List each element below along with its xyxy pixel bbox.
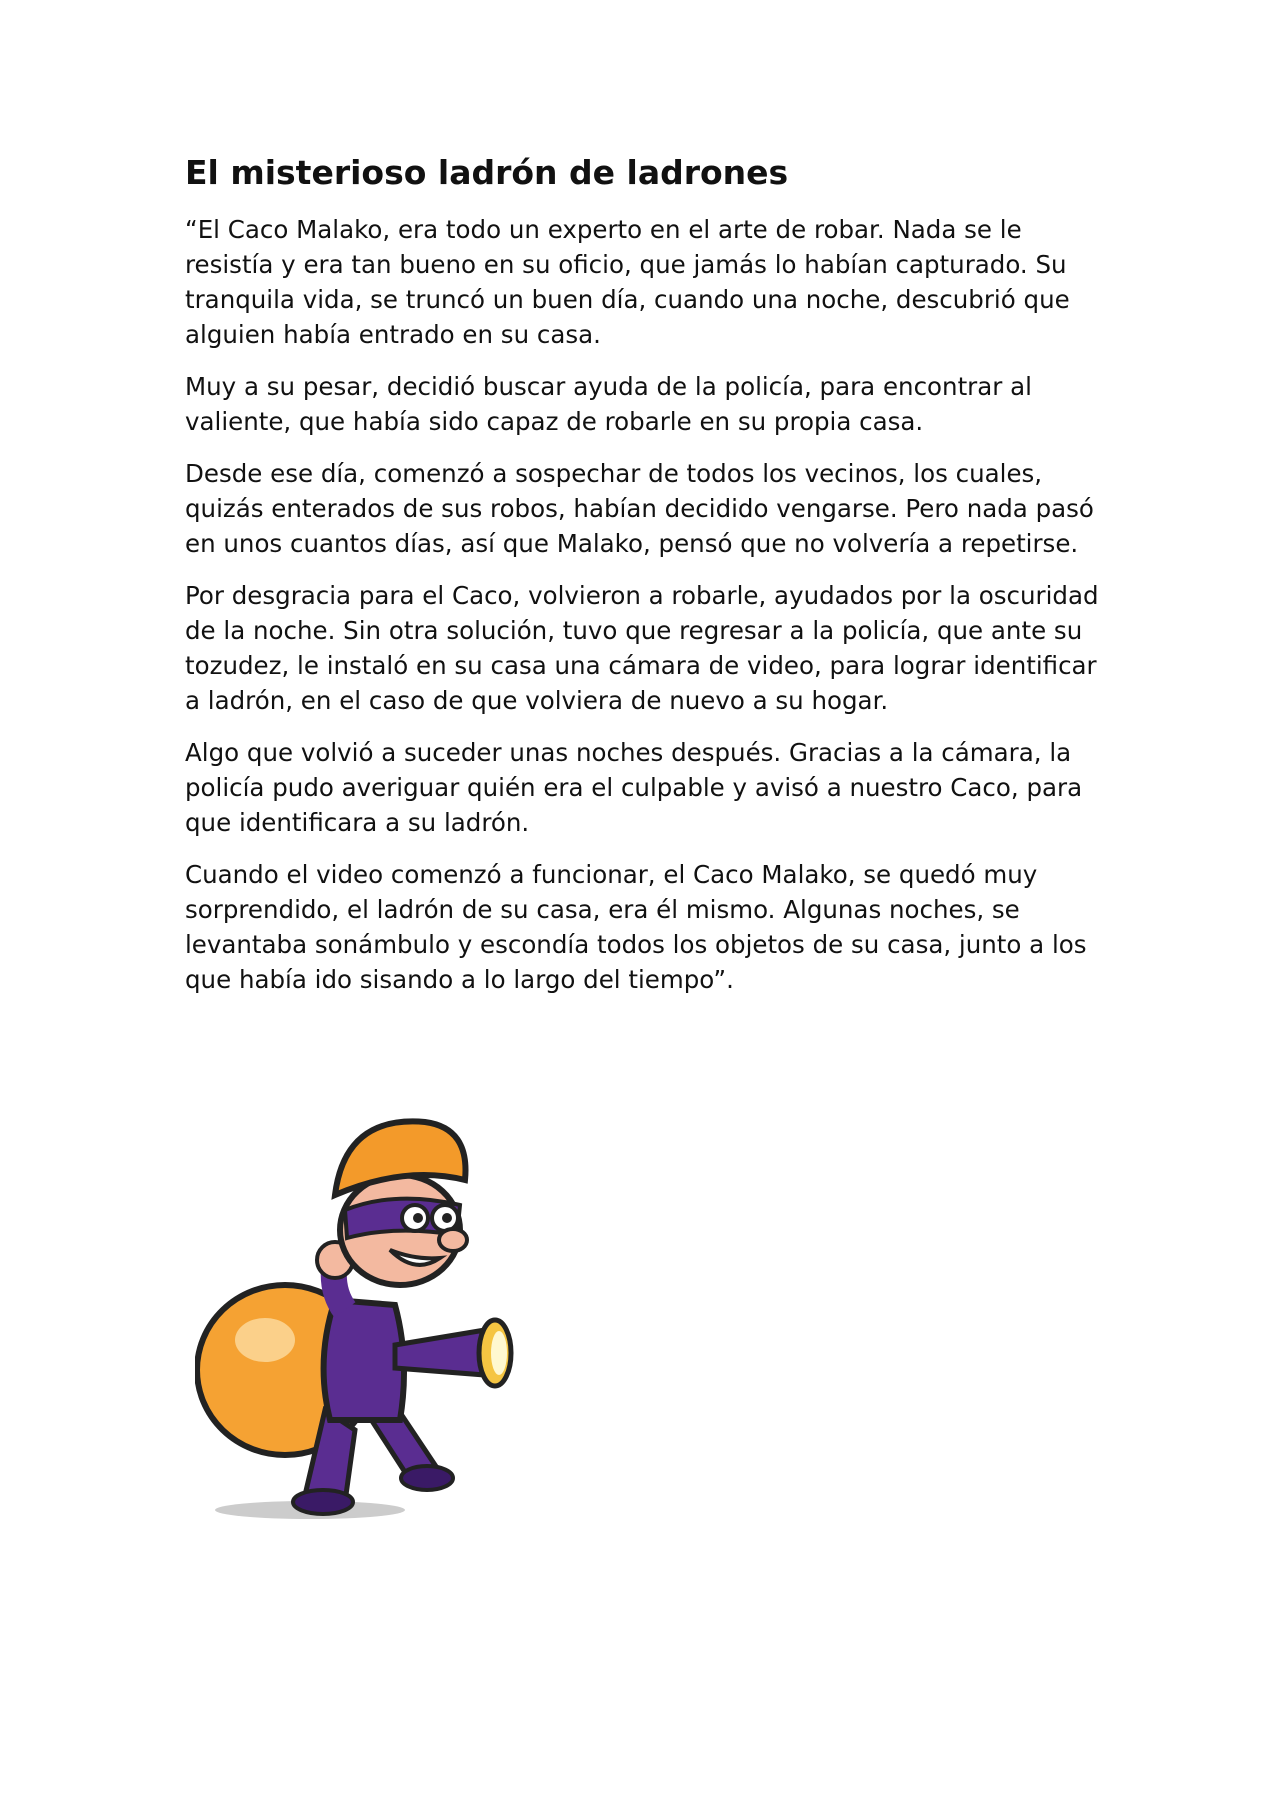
paragraph: Desde ese día, comenzó a sospechar de todos los vecinos, los cuales, quizás enterados de sus robos, habían decidido vengarse. Pero nada pasó en unos cuantos días, así que Malako, pensó que no volvería a repetirse. <box>185 459 1094 558</box>
document-body <box>185 150 1115 1014</box>
page-title: El misterioso ladrón de ladrones <box>185 153 789 192</box>
paragraph: Por desgracia para el Caco, volvieron a robarle, ayudados por la oscuridad de la noche. Sin otra solución, tuvo que regresar a la policía, que ante su tozudez, le instaló en su casa una cámara de video, para lograr identificar a ladrón, en el caso de que volviera de nuevo a su hogar. <box>185 581 1099 715</box>
paragraph: Cuando el video comenzó a funcionar, el Caco Malako, se quedó muy sorprendido, el ladrón de su casa, era él mismo. Algunas noches, se levantaba sonámbulo y escondía todos los objetos de su casa, junto a los que había ido sisando a lo largo del tiempo”. <box>185 860 1087 994</box>
paragraph: Algo que volvió a suceder unas noches después. Gracias a la cámara, la policía pudo averiguar quién era el culpable y avisó a nuestro Caco, para que identificara a su ladrón. <box>185 738 1083 837</box>
paragraph: Muy a su pesar, decidió buscar ayuda de la policía, para encontrar al valiente, que había sido capaz de robarle en su propia casa. <box>185 372 1032 436</box>
thief-illustration <box>195 1110 545 1530</box>
paragraph: “El Caco Malako, era todo un experto en el arte de robar. Nada se le resistía y era tan bueno en su oficio, que jamás lo habían capturado. Su tranquila vida, se truncó un buen día, cuando una noche, descubrió que alguien había entrado en su casa. <box>185 215 1070 349</box>
